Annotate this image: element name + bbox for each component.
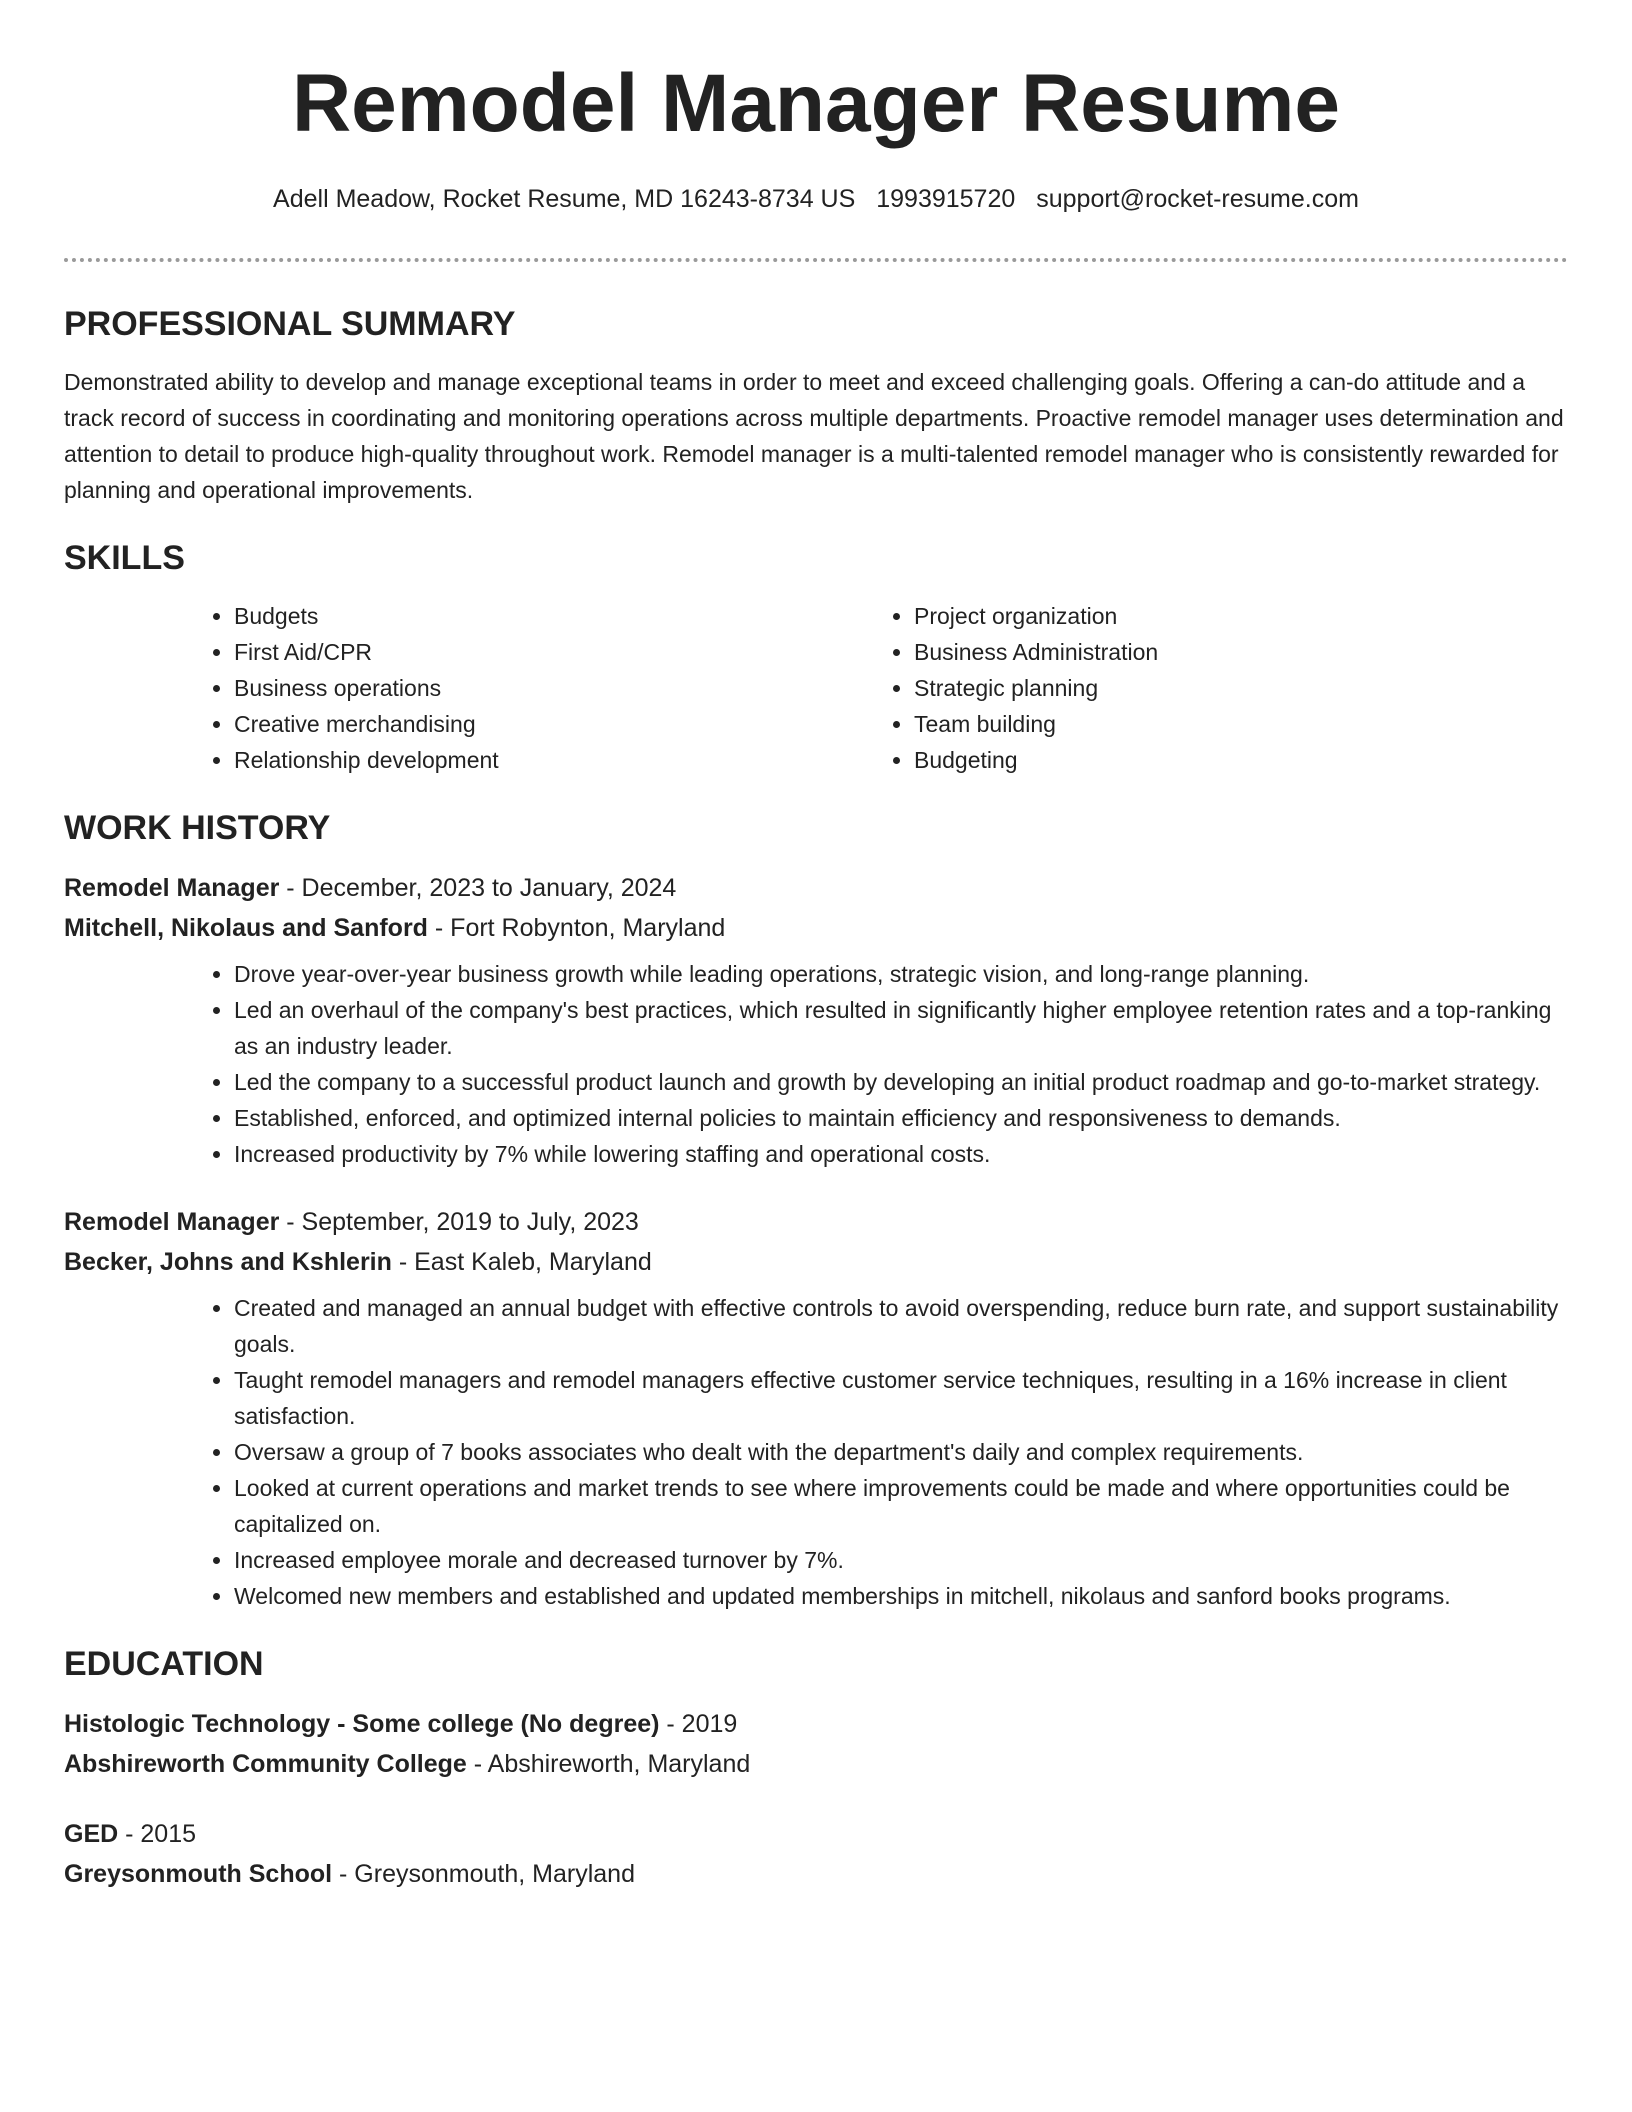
skill-item: • Team building: [914, 706, 1550, 742]
contact-email: support@rocket-resume.com: [1036, 185, 1359, 213]
education-year: - 2015: [118, 1820, 197, 1848]
job-bullet: • Increased productivity by 7% while lowering staffing and operational costs.: [234, 1136, 1568, 1172]
job-bullet: • Taught remodel managers and remodel managers effective customer service techniques, resulting in a 16% increase in client satisfaction.: [234, 1362, 1568, 1434]
education-school-line: [64, 1744, 1568, 1784]
job-title: Remodel Manager: [64, 1208, 280, 1236]
summary-section: [64, 302, 1568, 508]
job-company-line: [64, 908, 1568, 948]
contact-address: Adell Meadow, Rocket Resume, MD 16243-8734 US: [273, 185, 856, 213]
skill-item: • Relationship development: [234, 742, 870, 778]
job-company: Becker, Johns and Kshlerin: [64, 1248, 392, 1276]
education-degree-line: [64, 1814, 1568, 1854]
skills-column-right: [870, 598, 1550, 778]
skill-item: • First Aid/CPR: [234, 634, 870, 670]
job-bullet: • Welcomed new members and established and updated memberships in mitchell, nikolaus and sanford books programs.: [234, 1578, 1568, 1614]
education-school: Abshireworth Community College: [64, 1750, 467, 1778]
education-degree-line: [64, 1704, 1568, 1744]
skill-item: • Business operations: [234, 670, 870, 706]
job-dates: - December, 2023 to January, 2024: [279, 874, 677, 902]
summary-heading: PROFESSIONAL SUMMARY: [64, 305, 516, 343]
skill-item: • Budgeting: [914, 742, 1550, 778]
education-school-line: [64, 1854, 1568, 1894]
education-location: - Greysonmouth, Maryland: [332, 1860, 635, 1888]
job-bullets: [190, 1290, 1568, 1614]
skill-item: • Budgets: [234, 598, 870, 634]
work-section: [64, 806, 1568, 1614]
job-bullet: • Created and managed an annual budget with effective controls to avoid overspending, reduce burn rate, and support sustainability goals.: [234, 1290, 1568, 1362]
job-bullet: • Drove year-over-year business growth while leading operations, strategic vision, and long-range planning.: [234, 956, 1568, 992]
job-company: Mitchell, Nikolaus and Sanford: [64, 914, 428, 942]
skills-column-left: [190, 598, 870, 778]
job-entry: [64, 1202, 1568, 1614]
skill-item: • Project organization: [914, 598, 1550, 634]
education-entry: [64, 1814, 1568, 1894]
job-bullet: • Led the company to a successful product launch and growth by developing an initial product roadmap and go-to-market strategy.: [234, 1064, 1568, 1100]
education-location: - Abshireworth, Maryland: [466, 1750, 751, 1778]
job-bullet: • Looked at current operations and market trends to see where improvements could be made and where opportunities could be capitalized on.: [234, 1470, 1568, 1542]
job-bullet: • Established, enforced, and optimized internal policies to maintain efficiency and responsiveness to demands.: [234, 1100, 1568, 1136]
resume-title: Remodel Manager Resume: [291, 58, 1341, 149]
contact-line: [64, 182, 1568, 216]
job-bullet: • Led an overhaul of the company's best practices, which resulted in significantly higher employee retention rates and a top-ranking as an industry leader.: [234, 992, 1568, 1064]
job-location: - East Kaleb, Maryland: [391, 1248, 652, 1276]
education-year: - 2019: [659, 1710, 738, 1738]
job-bullet: • Increased employee morale and decreased turnover by 7%.: [234, 1542, 1568, 1578]
education-section: [64, 1642, 1568, 1894]
header-divider: [64, 258, 1568, 262]
education-heading: EDUCATION: [64, 1645, 264, 1683]
skills-heading: SKILLS: [64, 539, 185, 577]
education-entry: [64, 1704, 1568, 1784]
work-heading: WORK HISTORY: [64, 809, 331, 847]
job-title: Remodel Manager: [64, 874, 280, 902]
job-location: - Fort Robynton, Maryland: [427, 914, 726, 942]
job-bullets: [190, 956, 1568, 1172]
skill-item: • Strategic planning: [914, 670, 1550, 706]
education-degree: Histologic Technology - Some college (No degree): [64, 1710, 660, 1738]
job-company-line: [64, 1242, 1568, 1282]
summary-text: Demonstrated ability to develop and manage exceptional teams in order to meet and exceed challenging goals. Offering a can-do attitude and a track record of success in coordinating and monitoring operations across multiple departments. Proactive remodel manager uses determination and attention to detail to produce high-quality throughout work. Remodel manager is a multi-talented remodel manager who is consistently rewarded for planning and operational improvements.: [64, 369, 1564, 503]
skills-list: [190, 598, 1568, 778]
job-bullet: • Oversaw a group of 7 books associates who dealt with the department's daily and complex requirements.: [234, 1434, 1568, 1470]
job-title-line: [64, 868, 1568, 908]
contact-phone: 1993915720: [876, 185, 1016, 213]
job-entry: [64, 868, 1568, 1172]
education-degree: GED: [64, 1820, 119, 1848]
skill-item: • Business Administration: [914, 634, 1550, 670]
job-title-line: [64, 1202, 1568, 1242]
skills-section: [64, 536, 1568, 778]
job-dates: - September, 2019 to July, 2023: [279, 1208, 639, 1236]
education-school: Greysonmouth School: [64, 1860, 333, 1888]
skill-item: • Creative merchandising: [234, 706, 870, 742]
